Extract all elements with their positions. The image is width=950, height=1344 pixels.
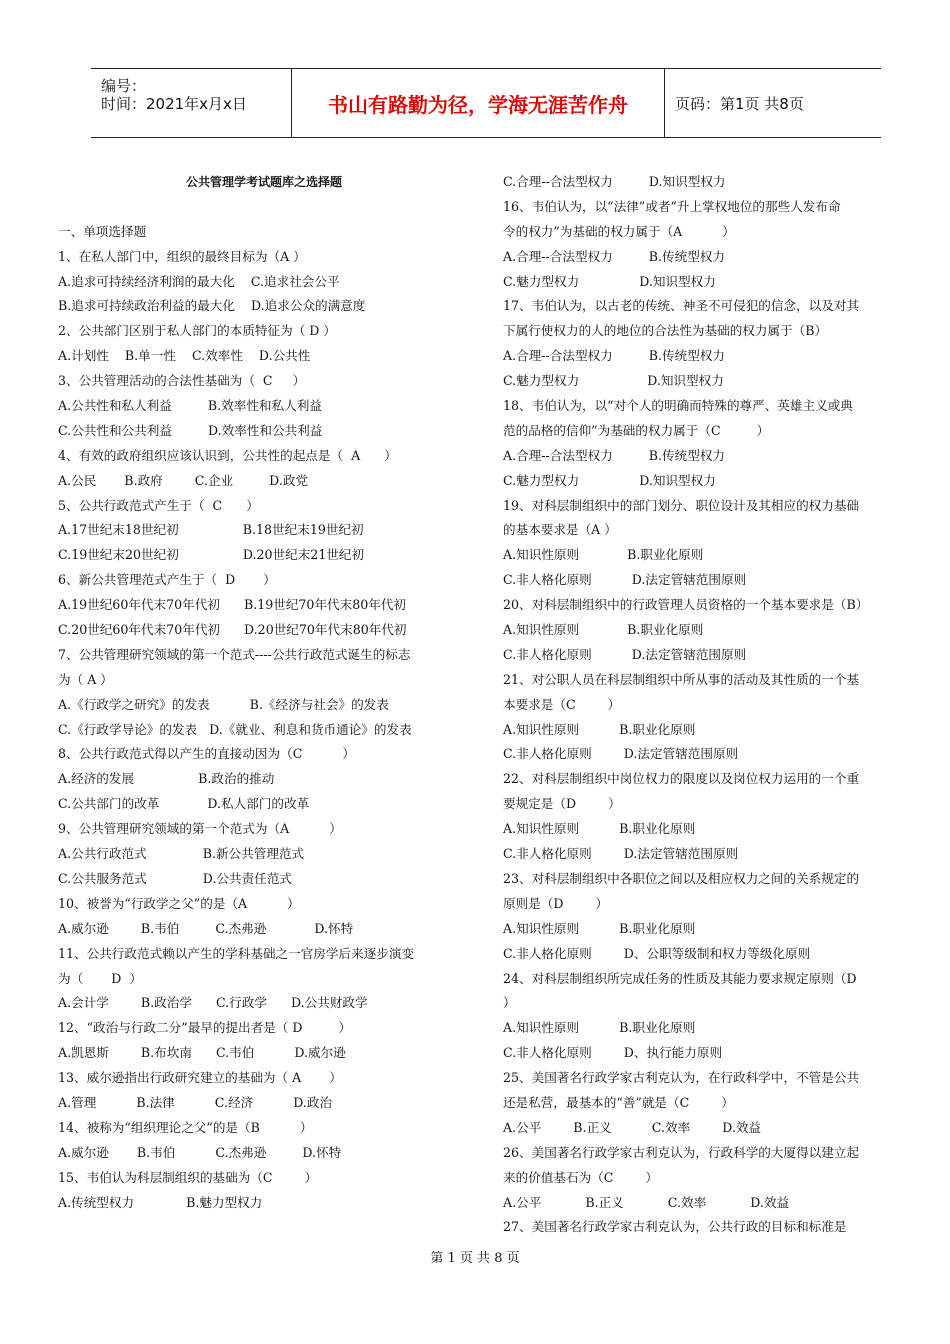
text-line: C.魅力型权力 D.知识型权力 [503, 472, 716, 488]
text-line: 14、被称为“组织理论之父”的是（B ） [58, 1119, 313, 1135]
text-line: 3、公共管理活动的合法性基础为（ C ） [58, 373, 306, 389]
text-line: 15、韦伯认为科层制组织的基础为（C ） [58, 1169, 318, 1185]
header-motto: 书山有路勤为径，学海无涯苦作舟 [292, 69, 665, 137]
text-line: 13、威尔逊指出行政研究建立的基础为（ A ） [58, 1070, 342, 1086]
text-line: 7、公共管理研究领域的第一个范式----公共行政范式诞生的标志 [58, 646, 411, 662]
text-line: A.知识性原则 B.职业化原则 [503, 1020, 696, 1036]
text-line: A.公民 B.政府 C.企业 D.政党 [58, 472, 309, 488]
text-line: A.知识性原则 B.职业化原则 [503, 821, 696, 837]
text-line: A.合理--合法型权力 B.传统型权力 [503, 248, 726, 264]
text-line: 的基本要求是（A ） [503, 522, 617, 538]
section-title: 一、单项选择题 [58, 223, 147, 239]
text-line: C.公共部门的改革 D.私人部门的改革 [58, 796, 310, 812]
text-line: A.会计学 B.政治学 C.行政学 D.公共财政学 [58, 995, 368, 1011]
spacer [58, 195, 470, 220]
text-line: C.公共性和公共利益 D.效率性和公共利益 [58, 422, 323, 438]
text-line: A.经济的发展 B.政治的推动 [58, 771, 275, 787]
text-line: C.魅力型权力 D.知识型权力 [503, 273, 716, 289]
text-line: 5、公共行政范式产生于（ C ） [58, 497, 259, 513]
text-line: C.20世纪60年代末70年代初 D.20世纪70年代末80年代初 [58, 622, 407, 638]
right-question-list [503, 170, 915, 1240]
text-line: 23、对科层制组织中各职位之间以及相应权力之间的关系规定的 [503, 870, 860, 886]
left-question-list [58, 245, 470, 1216]
text-line: 8、公共行政范式得以产生的直接动因为（C ） [58, 746, 355, 762]
text-line: C.合理--合法型权力 D.知识型权力 [503, 174, 726, 189]
header-page-info: 页码：第1页 共8页 [675, 94, 804, 113]
text-line: 2、公共部门区别于私人部门的本质特征为（ D ） [58, 323, 336, 339]
page-header [91, 68, 881, 138]
text-line: 24、对科层制组织所完成任务的性质及其能力要求规定原则（D [503, 970, 857, 986]
header-meta [91, 69, 292, 137]
text-line: A.知识性原则 B.职业化原则 [503, 547, 704, 563]
text-line: A.传统型权力 B.魅力型权力 [58, 1194, 263, 1210]
text-line: A.公平 B.正义 C.效率 D.效益 [503, 1119, 762, 1135]
text-line: 本要求是（C ） [503, 696, 621, 712]
text-line: 下属行使权力的人的地位的合法性为基础的权力属于（B） [503, 323, 828, 339]
left-column [58, 170, 470, 1215]
text-line: 26、美国著名行政学家古利克认为，行政科学的大厦得以建立起 [503, 1144, 860, 1160]
text-line: A.合理--合法型权力 B.传统型权力 [503, 348, 726, 364]
text-line: 11、公共行政范式赖以产生的学科基础之一官房学后来逐步演变 [58, 945, 415, 961]
text-line: A.19世纪60年代末70年代初 B.19世纪70年代末80年代初 [58, 597, 407, 613]
text-line: C.魅力型权力 D.知识型权力 [503, 373, 724, 389]
text-line: A.追求可持续经济利润的最大化 C.追求社会公平 [58, 273, 340, 289]
text-line: A.计划性 B.单一性 C.效率性 D.公共性 [58, 348, 311, 364]
text-line: 19、对科层制组织中的部门划分、职位设计及其相应的权力基础 [503, 497, 860, 513]
text-line: C.非人格化原则 D.法定管辖范围原则 [503, 846, 739, 862]
text-line: 18、韦伯认为，以“对个人的明确而特殊的尊严、英雄主义或典 [503, 398, 853, 414]
text-line: C.非人格化原则 D、执行能力原则 [503, 1045, 723, 1061]
number-label: 编号： [101, 77, 147, 95]
text-line: 21、对公职人员在科层制组织中所从事的活动及其性质的一个基 [503, 671, 860, 687]
text-line: A.威尔逊 B.韦伯 C.杰弗逊 D.怀特 [58, 920, 354, 936]
text-line: 16、韦伯认为，以“法律”或者“升上掌权地位的那些人发布命 [503, 198, 841, 214]
text-line: A.知识性原则 B.职业化原则 [503, 920, 696, 936]
text-line: A.公平 B.正义 C.效率 D.效益 [503, 1194, 790, 1210]
text-line: C.非人格化原则 D、公职等级制和权力等级化原则 [503, 945, 811, 961]
text-line: C.非人格化原则 D.法定管辖范围原则 [503, 646, 747, 662]
text-line: C.非人格化原则 D.法定管辖范围原则 [503, 572, 747, 588]
doc-title: 公共管理学考试题库之选择题 [185, 175, 342, 189]
text-line: ） [503, 995, 516, 1011]
text-line: 25、美国著名行政学家古利克认为，在行政科学中，不管是公共 [503, 1070, 860, 1086]
text-line: 22、对科层制组织中岗位权力的限度以及岗位权力运用的一个重 [503, 771, 860, 787]
text-line: 20、对科层制组织中的行政管理人员资格的一个基本要求是（B） [503, 597, 869, 613]
time-label: 时间：2021年x月x日 [101, 95, 247, 113]
text-line: 令的权力”为基础的权力属于（A ） [503, 223, 735, 239]
text-line: A.管理 B.法律 C.经济 D.政治 [58, 1094, 333, 1110]
text-line: 17、韦伯认为，以古老的传统、神圣不可侵犯的信念，以及对其 [503, 298, 860, 314]
text-line: A.知识性原则 B.职业化原则 [503, 721, 696, 737]
text-line: 要规定是（D ） [503, 796, 621, 812]
text-line: A.《行政学之研究》的发表 B.《经济与社会》的发表 [58, 696, 389, 712]
text-line: 6、新公共管理范式产生于（ D ） [58, 572, 276, 588]
text-line: 还是私营，最基本的“善”就是（C ） [503, 1094, 734, 1110]
text-line: 1、在私人部门中，组织的最终目标为（A ） [58, 248, 306, 264]
text-line: A.威尔逊 B.韦伯 C.杰弗逊 D.怀特 [58, 1144, 342, 1160]
text-line: 9、公共管理研究领域的第一个范式为（A ） [58, 821, 342, 837]
text-line: 范的品格的信仰”为基础的权力属于（C ） [503, 422, 770, 438]
text-line: 12、“政治与行政二分”最早的提出者是（ D ） [58, 1020, 352, 1036]
text-line: 为（ D ） [58, 970, 142, 986]
text-line: 10、被誉为“行政学之父”的是（A ） [58, 895, 300, 911]
text-line: C.非人格化原则 D.法定管辖范围原则 [503, 746, 739, 762]
text-line: C.《行政学导论》的发表 D.《就业、利息和货币通论》的发表 [58, 721, 412, 737]
text-line: A.凯恩斯 B.布坎南 C.韦伯 D.威尔逊 [58, 1045, 346, 1061]
text-line: C.公共服务范式 D.公共责任范式 [58, 870, 293, 886]
text-line: B.追求可持续政治利益的最大化 D.追求公众的满意度 [58, 298, 366, 314]
text-line: A.公共性和私人利益 B.效率性和私人利益 [58, 398, 322, 414]
text-line: 原则是（D ） [503, 895, 609, 911]
right-column [503, 170, 915, 1240]
text-line: A.17世纪末18世纪初 B.18世纪末19世纪初 [58, 522, 364, 538]
text-line: 为（ A ） [58, 671, 113, 687]
text-line: A.知识性原则 B.职业化原则 [503, 622, 704, 638]
text-line: 27、美国著名行政学家古利克认为，公共行政的目标和标准是 [503, 1219, 847, 1235]
page-footer: 第 1 页 共 8 页 [430, 1251, 520, 1266]
text-line: 4、有效的政府组织应该认识到，公共性的起点是（ A ） [58, 447, 397, 463]
text-line: A.公共行政范式 B.新公共管理范式 [58, 846, 305, 862]
text-line: A.合理--合法型权力 B.传统型权力 [503, 447, 726, 463]
text-line: C.19世纪末20世纪初 D.20世纪末21世纪初 [58, 547, 365, 563]
text-line: 来的价值基石为（C ） [503, 1169, 659, 1185]
